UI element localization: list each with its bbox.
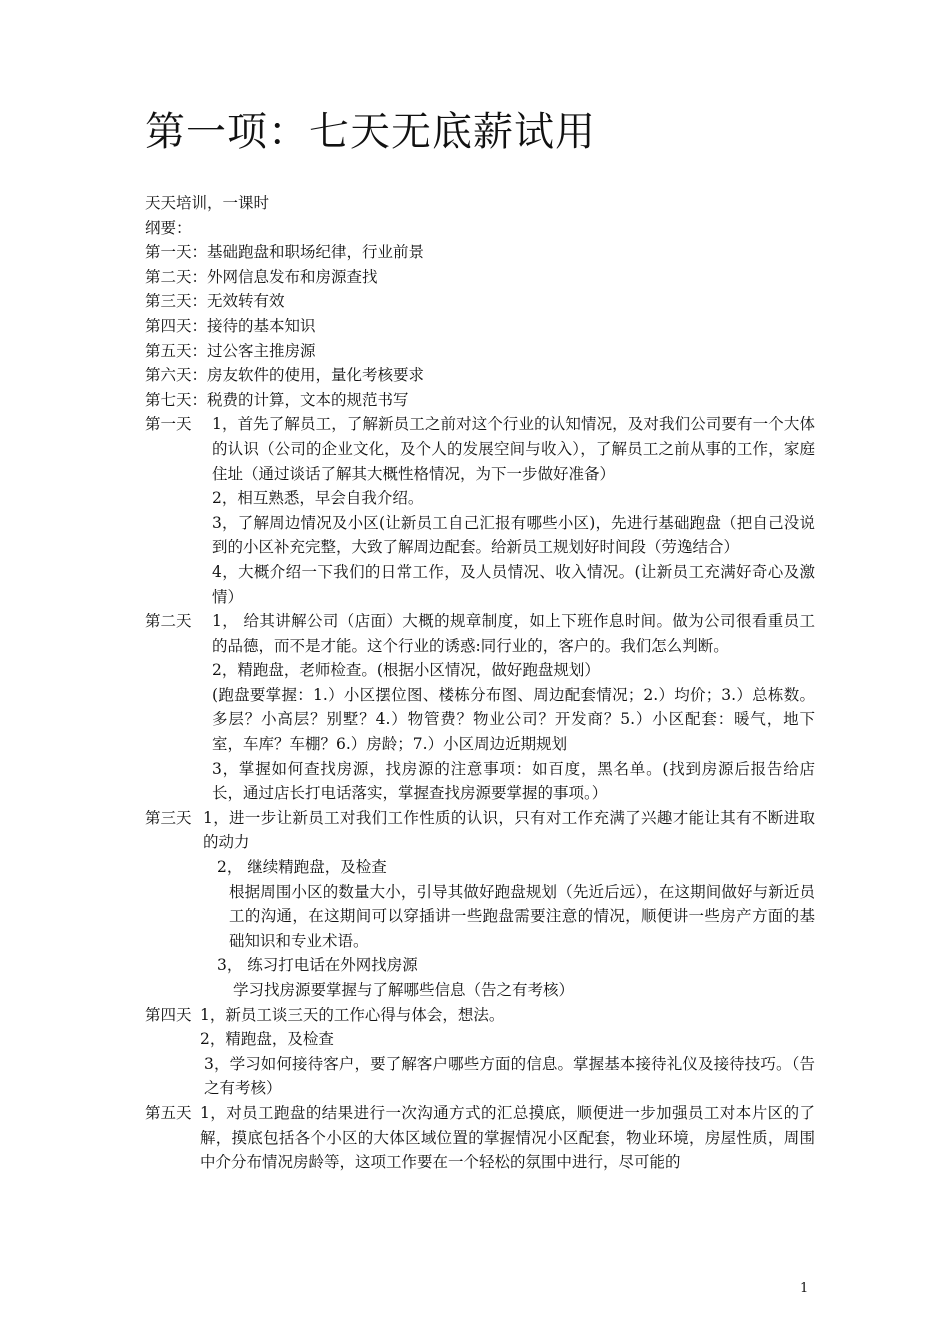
day4-section bbox=[145, 1003, 815, 1101]
day1-section bbox=[145, 412, 815, 609]
page-number: 1 bbox=[800, 1281, 809, 1296]
intro-line: 天天培训，一课时 bbox=[145, 194, 270, 212]
intro-line: 纲要： bbox=[145, 218, 192, 237]
day5-section bbox=[145, 1101, 815, 1175]
day1-item: 1，首先了解员工，了解新员工之前对这个行业的认知情况，及对我们公司要有一个大体的认识（公司的企业文化，及个人的发展空间与收入），了解员工之前从事的工作，家庭住址（通过谈话了解其大概性格情况，为下一步做好准备） bbox=[212, 415, 815, 483]
day1-label: 第一天 bbox=[145, 415, 192, 434]
day3-label: 第三天 bbox=[145, 808, 192, 827]
day2-item: (跑盘要掌握：1.）小区摆位图、楼栋分布图、周边配套情况；2.）均价；3.）总栋数。多层？小高层？别墅？4.）物管费？物业公司？开发商？5.）小区配套：暖气，地下室，车库？车棚？6.）房龄；7.）小区周边近期规划 bbox=[212, 685, 815, 754]
day2-section bbox=[145, 609, 815, 806]
outline-item: 第三天：无效转有效 bbox=[145, 292, 285, 311]
day1-item: 2，相互熟悉，早会自我介绍。 bbox=[212, 489, 424, 508]
day5-label: 第五天 bbox=[145, 1103, 192, 1122]
day3-item-detail: 学习找房源要掌握与了解哪些信息（告之有考核） bbox=[233, 981, 575, 999]
outline-item: 第二天：外网信息发布和房源查找 bbox=[145, 267, 378, 286]
day4-item: 1，新员工谈三天的工作心得与体会，想法。 bbox=[200, 1005, 505, 1024]
day4-label: 第四天 bbox=[145, 1005, 192, 1024]
day3-item-detail: 根据周围小区的数量大小，引导其做好跑盘规划（先近后远），在这期间做好与新近员工的沟通，在这期间可以穿插讲一些跑盘需要注意的情况，顺便讲一些房产方面的基础知识和专业术语。 bbox=[229, 882, 815, 950]
day5-item: 1，对员工跑盘的结果进行一次沟通方式的汇总摸底，顺便进一步加强员工对本片区的了解，摸底包括各个小区的大体区域位置的掌握情况小区配套，物业环境，房屋性质，周围中介分布情况房龄等，这项工作要在一个轻松的氛围中进行，尽可能的 bbox=[200, 1103, 815, 1172]
document-body bbox=[145, 191, 815, 1175]
day2-item: 2，精跑盘，老师检查。(根据小区情况，做好跑盘规划） bbox=[212, 661, 600, 680]
day1-item: 4，大概介绍一下我们的日常工作，及人员情况、收入情况。(让新员工充满好奇心及激情） bbox=[212, 562, 815, 606]
outline-item: 第五天：过公客主推房源 bbox=[145, 341, 316, 360]
day3-item: 2， 继续精跑盘，及检查 bbox=[217, 858, 387, 877]
outline-item: 第四天：接待的基本知识 bbox=[145, 316, 316, 335]
day4-item: 3，学习如何接待客户，要了解客户哪些方面的信息。掌握基本接待礼仪及接待技巧。（告之有考核） bbox=[204, 1054, 815, 1098]
day2-label: 第二天 bbox=[145, 612, 192, 631]
outline-item: 第六天：房友软件的使用，量化考核要求 bbox=[145, 366, 425, 385]
day3-section bbox=[145, 806, 815, 1003]
page-title: 第一项：七天无底薪试用 bbox=[145, 109, 596, 155]
outline-item: 第七天：税费的计算，文本的规范书写 bbox=[145, 390, 409, 409]
day2-item: 1， 给其讲解公司（店面）大概的规章制度，如上下班作息时间。做为公司很看重员工的品德，而不是才能。这个行业的诱惑:同行业的，客户的。我们怎么判断。 bbox=[212, 612, 815, 655]
day4-item: 2，精跑盘，及检查 bbox=[200, 1030, 334, 1049]
day3-item: 3， 练习打电话在外网找房源 bbox=[217, 956, 418, 975]
day2-item: 3，掌握如何查找房源，找房源的注意事项：如百度，黑名单。(找到房源后报告给店长，通过店长打电话落实，掌握查找房源要掌握的事项。） bbox=[212, 759, 815, 803]
outline-item: 第一天：基础跑盘和职场纪律，行业前景 bbox=[145, 243, 425, 262]
day3-item: 1，进一步让新员工对我们工作性质的认识，只有对工作充满了兴趣才能让其有不断进取的动力 bbox=[203, 808, 815, 852]
day1-item: 3，了解周边情况及小区(让新员工自己汇报有哪些小区)，先进行基础跑盘（把自己没说到的小区补充完整，大致了解周边配套。给新员工规划好时间段（劳逸结合） bbox=[212, 513, 815, 557]
